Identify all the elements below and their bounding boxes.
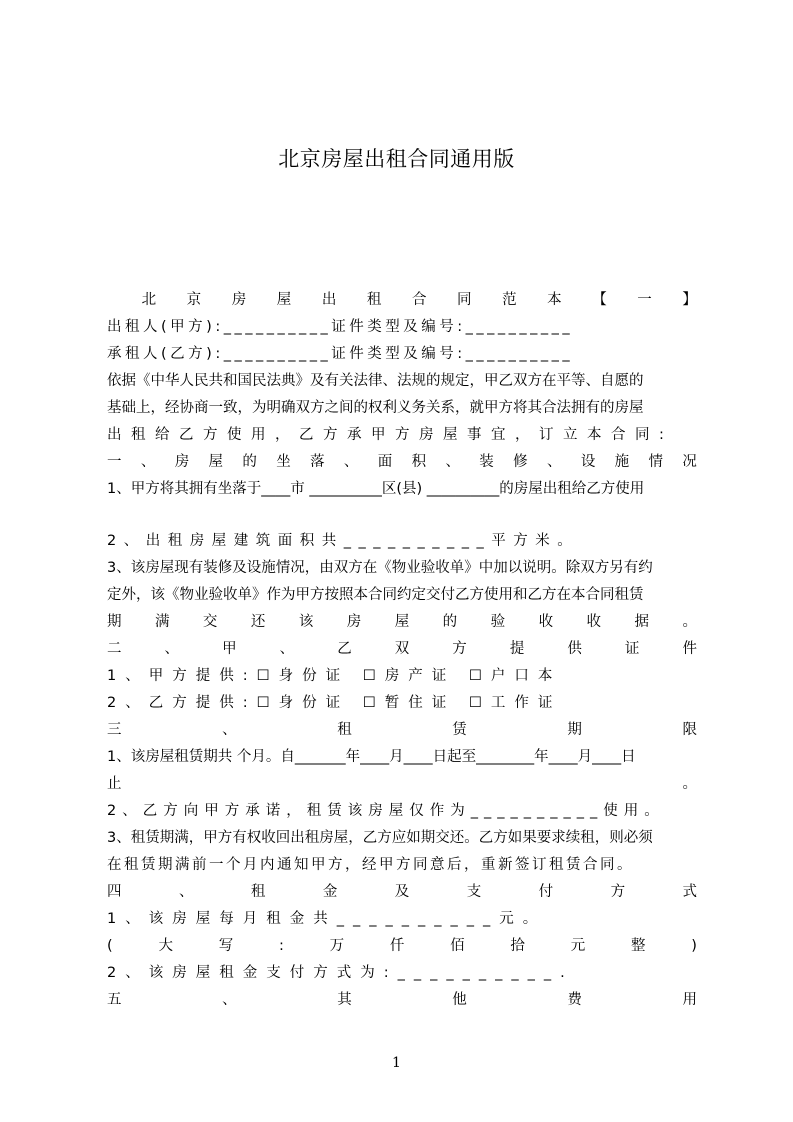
- lessor-line: 出租人(甲方):__________证件类型及编号:__________: [107, 319, 574, 335]
- section-heading: 三 、 租 赁 期 限: [107, 722, 697, 738]
- paragraph-line: 依据《中华人民共和国民法典》及有关法律、法规的规定，甲乙双方在平等、自愿的: [107, 373, 644, 389]
- lessee-line: 承租人(乙方):__________证件类型及编号:__________: [107, 346, 574, 362]
- paragraph-line: 出租给乙方使用，乙方承甲方房屋事宜，订立本合同:: [107, 427, 674, 443]
- clause-line: 3、租赁期满，甲方有权收回出租房屋，乙方应如期交还。乙方如果要求续租，则必须: [107, 830, 653, 846]
- clause-line: 止 。: [107, 776, 697, 792]
- clause-line: 2、乙方向甲方承诺，租赁该房屋仅作为__________使用。: [107, 803, 665, 819]
- clause-line: 在租赁期满前一个月内通知甲方，经甲方同意后，重新签订租赁合同。: [107, 857, 634, 873]
- section-heading: 一 、 房 屋 的 坐 落 、 面 积 、 装 修 、 设 施 情 况: [107, 454, 697, 470]
- document-title: 北京房屋出租合同通用版: [278, 147, 515, 171]
- section-heading: 五 、 其 他 费 用: [107, 992, 697, 1008]
- section-heading: 二 、 甲 、 乙 双 方 提 供 证 件: [107, 641, 697, 657]
- paragraph-line: 基础上，经协商一致，为明确双方之间的权利义务关系，就甲方将其合法拥有的房屋: [107, 400, 644, 416]
- clause-line: 2、该房屋租金支付方式为:__________.: [107, 965, 574, 981]
- clause-line: 2、出租房屋建筑面积共__________平方米。: [107, 533, 580, 549]
- clause-line: 3、该房屋现有装修及设施情况，由双方在《物业验收单》中加以说明。除双方另有约: [107, 560, 653, 576]
- contract-heading: 北 京 房 屋 出 租 合 同 范 本 【 一 】: [141, 292, 697, 308]
- clause-line: ( 大 写 : 万 仟 佰 拾 元 整 ): [107, 938, 697, 954]
- page-number: 1: [392, 1055, 401, 1071]
- clause-line: 定外，该《物业验收单》作为甲方按照本合同约定交付乙方使用和乙方在本合同租赁: [107, 587, 644, 603]
- clause-line: 期 满 交 还 该 房 屋 的 验 收 收 据 。: [107, 614, 697, 630]
- section-heading: 四 、 租 金 及 支 付 方 式: [107, 884, 697, 900]
- clause-line: 1、该房屋每月租金共__________元。: [107, 911, 547, 927]
- clause-line: 1、该房屋租赁期共 个月。自_______年____月____日起至________年____月____日: [107, 749, 636, 765]
- clause-line: 1、甲方提供:☐身份证 ☐房产证 ☐户口本: [107, 668, 562, 684]
- clause-line: 1、甲方将其拥有坐落于____市 __________区(县) __________的房屋出租给乙方使用: [107, 481, 645, 497]
- clause-line: 2、乙方提供:☐身份证 ☐暂住证 ☐工作证: [107, 695, 562, 711]
